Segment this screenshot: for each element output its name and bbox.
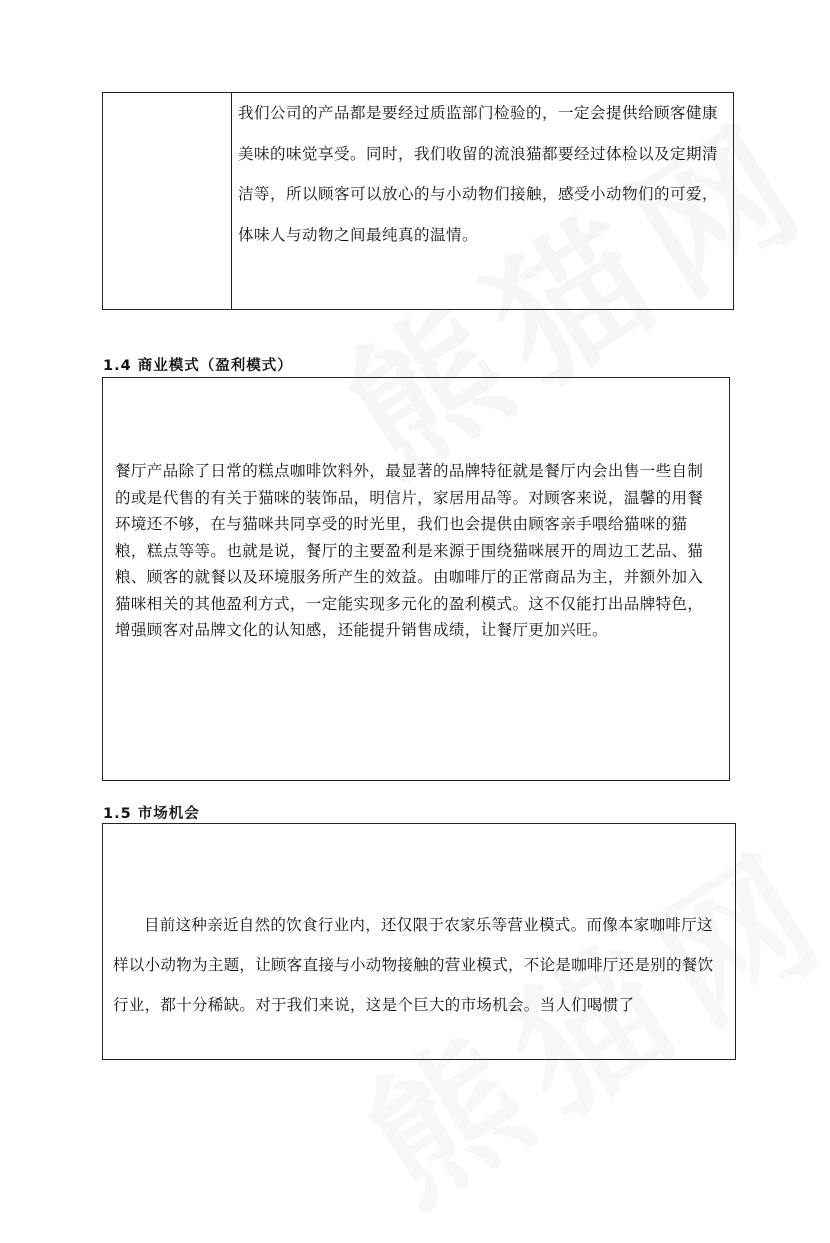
table-label-cell (103, 93, 232, 309)
section-1-4-paragraph: 餐厅产品除了日常的糕点咖啡饮料外，最显著的品牌特征就是餐厅内会出售一些自制的或是代售的有关于猫咪的装饰品，明信片，家居用品等。对顾客来说，温馨的用餐环境还不够，在与猫咪共同享受的时光里，我们也会提供由顾客亲手喂给猫咪的猫粮，糕点等等。也就是说，餐厅的主要盈利是来源于围绕猫咪展开的周边工艺品、猫粮、顾客的就餐以及环境服务所产生的效益。由咖啡厅的正常商品为主，并额外加入猫咪相关的其他盈利方式，一定能实现多元化的盈利模式。这不仅能打出品牌特色，增强顾客对品牌文化的认知感，还能提升销售成绩，让餐厅更加兴旺。 (115, 462, 704, 639)
section-1-3-table (102, 92, 734, 310)
section-1-5-heading: 1.5 市场机会 (103, 806, 200, 822)
section-1-4-heading: 1.4 商业模式（盈利模式） (103, 358, 293, 374)
section-1-5-box (102, 823, 736, 1060)
section-1-4-box (102, 377, 730, 781)
section-1-3-paragraph: 我们公司的产品都是要经过质监部门检验的，一定会提供给顾客健康美味的味觉享受。同时，我们收留的流浪猫都要经过体检以及定期清洁等，所以顾客可以放心的与小动物们接触，感受小动物们的可爱，体味人与动物之间最纯真的温情。 (238, 104, 719, 244)
section-1-5-paragraph: 目前这种亲近自然的饮食行业内，还仅限于农家乐等营业模式。而像本家咖啡厅这样以小动物为主题，让顾客直接与小动物接触的营业模式，不论是咖啡厅还是别的餐饮行业，都十分稀缺。对于我们来说，这是个巨大的市场机会。当人们喝惯了 (113, 916, 714, 1014)
table-content-cell (232, 93, 733, 309)
